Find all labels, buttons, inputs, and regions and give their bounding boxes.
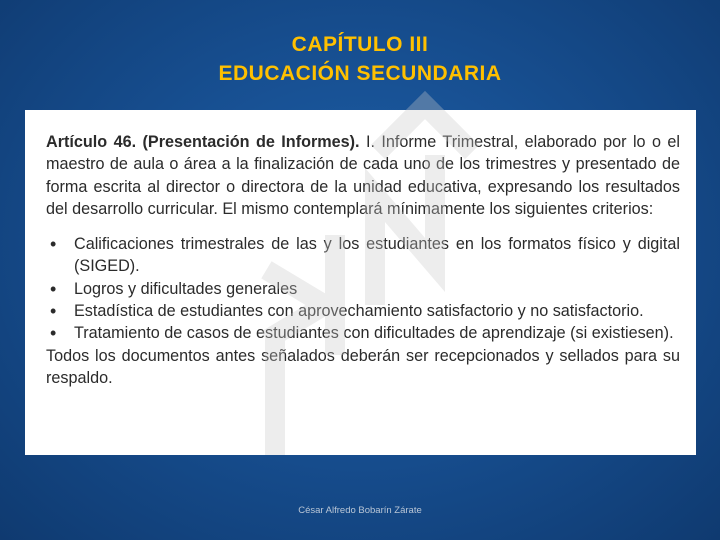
criteria-item: • Tratamiento de casos de estudiantes con dificultades de aprendizaje (si existiesen). [46,322,680,344]
document-image [25,110,696,455]
article-paragraph [46,131,680,220]
slide-title-line2: EDUCACIÓN SECUNDARIA [218,62,502,85]
document-text [46,131,680,389]
footer-author: César Alfredo Bobarín Zárate [298,505,422,516]
article-intro-text: I. Informe Trimestral, elaborado por lo o el maestro de aula o área a la finalización de cada uno de los trimestres y presentado de forma escrita al director o directora de la unidad educativa, expresando los resultados del desarrollo curricular. El mismo contemplará mínimamente los siguientes criterios: [46,133,680,218]
criteria-item: • Estadística de estudiantes con aprovechamiento satisfactorio y no satisfactorio. [46,300,680,322]
criteria-item: • Calificaciones trimestrales de las y los estudiantes en los formatos físico y digital (SIGED). [46,233,680,278]
criteria-item: • Logros y dificultades generales [46,278,680,300]
slide-title-line1: CAPÍTULO III [291,33,429,56]
closing-paragraph: Todos los documentos antes señalados deberán ser recepcionados y sellados para su respaldo. [46,346,680,387]
article-heading: Artículo 46. (Presentación de Informes). [46,133,360,151]
criteria-list [46,233,680,344]
